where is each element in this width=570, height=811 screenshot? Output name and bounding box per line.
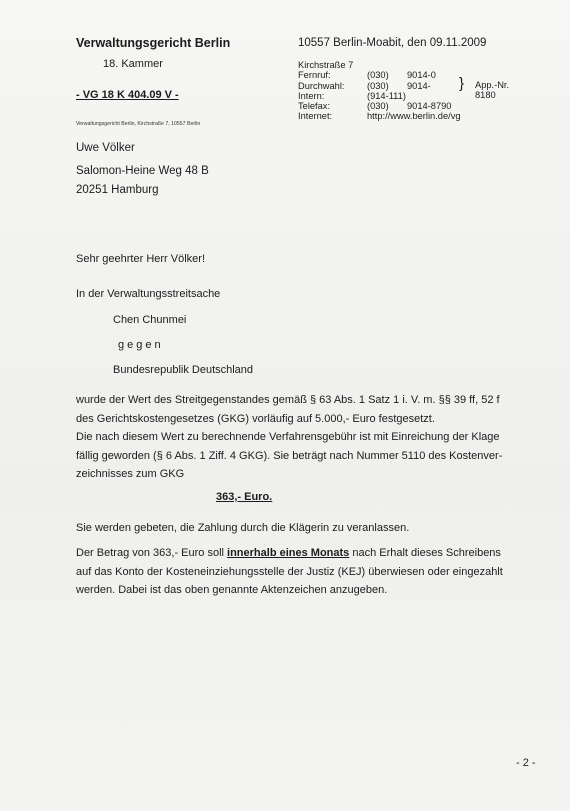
- text-line: auf das Konto der Kosteneinziehungsstelle der Justiz (KEJ) überwiesen oder eingezahlt: [76, 565, 503, 578]
- contact-row: [298, 111, 467, 121]
- court-street: Kirchstraße 7: [298, 60, 354, 70]
- text-line: Die nach diesem Wert zu berechnende Verfahrensgebühr ist mit Einreichung der Klage: [76, 431, 500, 443]
- text-line: des Gerichtskostengesetzes (GKG) vorläufig auf 5.000,- Euro festgesetzt.: [76, 412, 435, 425]
- contact-label: Intern:: [298, 90, 325, 101]
- payment-request: Sie werden gebeten, die Zahlung durch die Klägerin zu veranlassen.: [76, 522, 410, 534]
- contact-value: (030): [367, 80, 389, 91]
- paragraph-payment: [76, 544, 546, 600]
- contact-row: [298, 91, 467, 101]
- text-line: [76, 544, 546, 563]
- contact-value: (030): [367, 101, 389, 112]
- place-date: 10557 Berlin-Moabit, den 09.11.2009: [298, 37, 487, 49]
- contact-row: [298, 70, 467, 80]
- fee-amount: 363,- Euro.: [216, 491, 273, 503]
- recipient-name: Uwe Völker: [76, 142, 135, 154]
- paragraph-value: [76, 391, 546, 484]
- contact-value: 9014-8790: [407, 101, 452, 112]
- contact-row: [298, 81, 467, 91]
- case-number: - VG 18 K 404.09 V -: [76, 89, 179, 101]
- brace-symbol: }: [459, 75, 465, 92]
- page-number: - 2 -: [516, 757, 536, 769]
- text-line: zeichnisses zum GKG: [76, 468, 185, 480]
- defendant: Bundesrepublik Deutschland: [113, 364, 254, 376]
- chamber: 18. Kammer: [103, 58, 163, 70]
- text-segment: nach Erhalt dieses Schreibens: [349, 547, 501, 559]
- contact-value: (030): [367, 70, 389, 81]
- contact-value: (914-111): [367, 90, 406, 101]
- return-address: Verwaltungsgericht Berlin, Kirchstraße 7, 10557 Berlin: [76, 121, 201, 127]
- contact-block: [298, 60, 467, 122]
- salutation: Sehr geehrter Herr Völker!: [76, 253, 205, 265]
- contact-label: Fernruf:: [298, 70, 331, 81]
- app-nr-label: App.-Nr.: [475, 80, 510, 90]
- contact-label: Telefax:: [298, 101, 331, 112]
- recipient-street: Salomon-Heine Weg 48 B: [76, 165, 209, 177]
- contact-value: 9014-: [407, 80, 431, 91]
- case-intro: In der Verwaltungsstreitsache: [76, 288, 221, 300]
- text-segment: Der Betrag von 363,- Euro soll: [76, 547, 228, 559]
- app-nr-value: 8180: [475, 90, 496, 101]
- contact-label: Durchwahl:: [298, 80, 345, 91]
- court-name: Verwaltungsgericht Berlin: [76, 36, 231, 50]
- website-link[interactable]: http://www.berlin.de/vg: [367, 111, 461, 122]
- text-line: fällig geworden (§ 6 Abs. 1 Ziff. 4 GKG). Sie beträgt nach Nummer 5110 des Kostenver-: [76, 449, 503, 462]
- text-line: werden. Dabei ist das oben genannte Aktenzeichen anzugeben.: [76, 584, 388, 596]
- contact-label: Internet:: [298, 111, 333, 122]
- plaintiff: Chen Chunmei: [113, 314, 187, 326]
- text-line: wurde der Wert des Streitgegenstandes gemäß § 63 Abs. 1 Satz 1 i. V. m. §§ 39 ff, 52 f: [76, 394, 500, 406]
- deadline-emphasis: innerhalb eines Monats: [227, 547, 350, 559]
- contact-value: 9014-0: [407, 70, 436, 81]
- contact-row: [298, 101, 467, 111]
- app-nr-block: [475, 80, 509, 101]
- versus: gegen: [118, 339, 164, 351]
- recipient-city: 20251 Hamburg: [76, 184, 159, 196]
